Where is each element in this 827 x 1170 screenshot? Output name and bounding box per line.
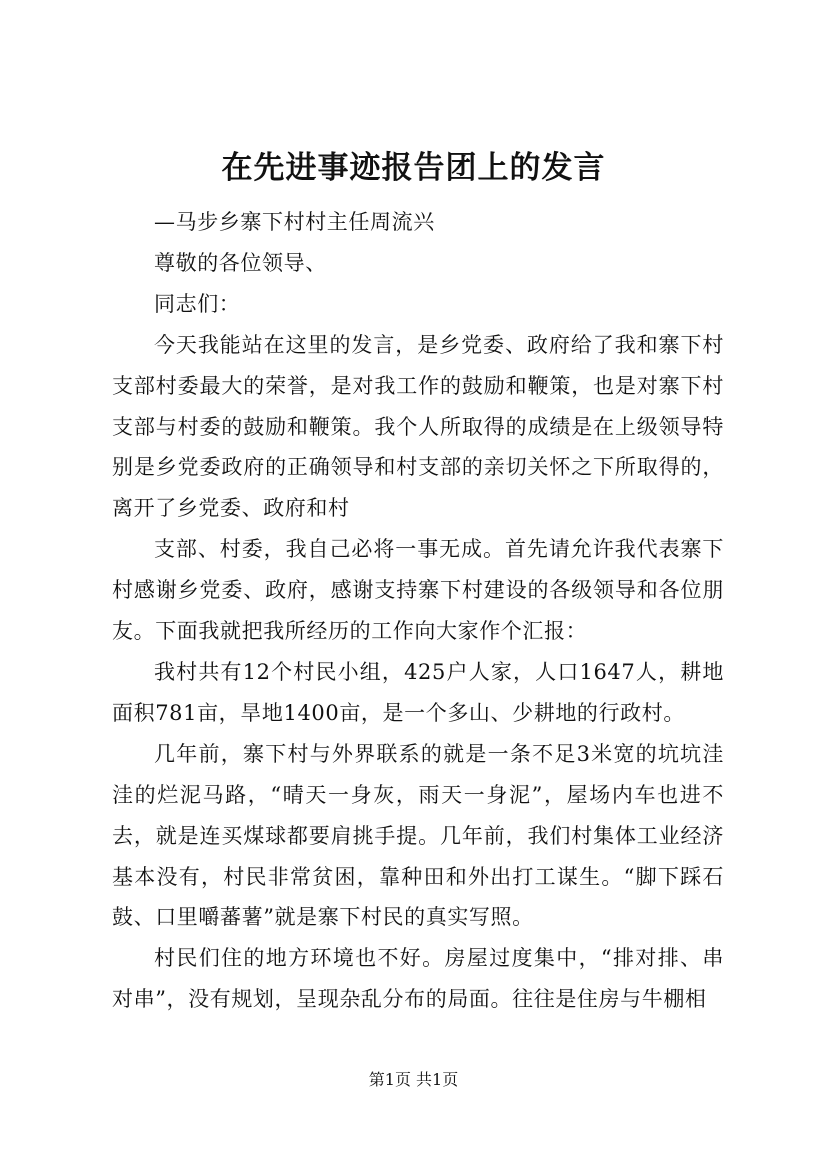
salutation-line: 尊敬的各位领导、 [154, 250, 327, 275]
body-paragraph: 几年前，寨下村与外界联系的就是一条不足3米宽的坑坑洼洼的烂泥马路，“晴天一身灰，雨天一身泥”，屋场内车也进不去，就是连买煤球都要肩挑手提。几年前，我们村集体工业经济基本没有，村民非常贫困，靠种田和外出打工谋生。“脚下踩石鼓、口里嚼蕃薯”就是寨下村民的真实写照。 [112, 741, 724, 930]
document-title: 在先进事迹报告团上的发言 [221, 150, 606, 186]
author-line: —马步乡寨下村村主任周流兴 [154, 210, 435, 234]
body-paragraph: 今天我能站在这里的发言，是乡党委、政府给了我和寨下村支部村委最大的荣誉，是对我工作的鼓励和鞭策，也是对寨下村支部与村委的鼓励和鞭策。我个人所取得的成绩是在上级领导特别是乡党委政府的正确领导和村支部的亲切关怀之下所取得的，离开了乡党委、政府和村 [112, 332, 724, 521]
body-paragraph: 支部、村委，我自己必将一事无成。首先请允许我代表寨下村感谢乡党委、政府，感谢支持寨下村建设的各级领导和各位朋友。下面我就把我所经历的工作向大家作个汇报： [112, 537, 724, 644]
body-paragraph: 我村共有12个村民小组，425户人家，人口1647人，耕地面积781亩，旱地1400亩，是一个多山、少耕地的行政村。 [112, 659, 724, 725]
document-body [112, 202, 724, 1020]
salutation-line: 同志们： [154, 291, 241, 316]
body-paragraph: 村民们住的地方环境也不好。房屋过度集中，“排对排、串对串”，没有规划，呈现杂乱分布的局面。往往是住房与牛棚相 [112, 946, 724, 1012]
page-footer: 第1页 共1页 [368, 1070, 459, 1089]
